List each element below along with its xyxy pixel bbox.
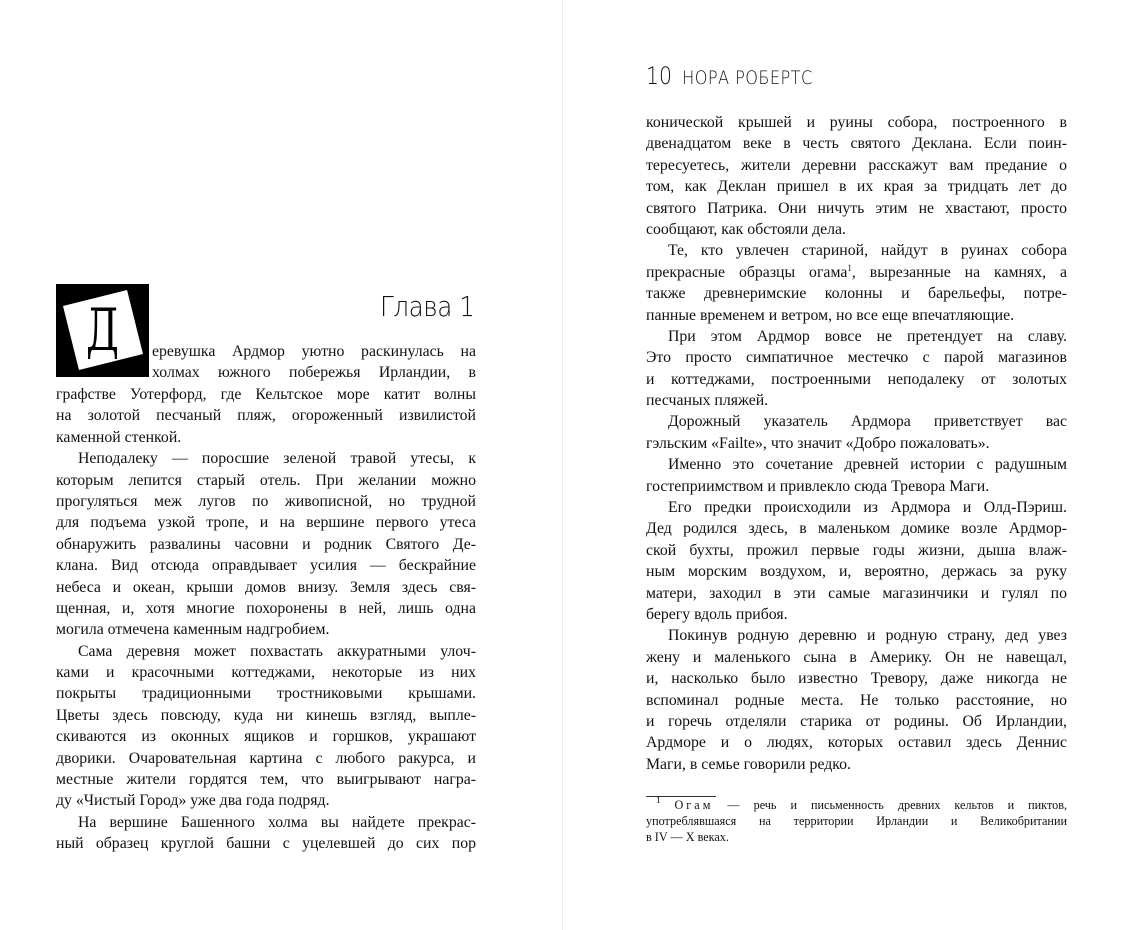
text-line: клана. Вид отсюда оправдывает усилия — бескрайние <box>56 557 476 575</box>
text-line: тересуетесь, жители деревни расскажут вам предание о <box>646 156 1067 174</box>
left-body-text <box>56 384 476 855</box>
text-line: берегу вдоль прибоя. <box>646 605 788 623</box>
text-line: Ардморе и о людях, которых оставил здесь Деннис <box>646 734 1067 752</box>
text-line: могила отмечена каменным надгробием. <box>56 621 330 639</box>
running-head <box>646 62 813 90</box>
drop-cap <box>56 284 149 377</box>
drop-cap-letter: Д <box>85 296 120 364</box>
text-line: Дед родился здесь, в маленьком домике возле Ардмор- <box>646 520 1067 538</box>
footnote-term: Огам <box>674 798 714 812</box>
text-line: обнаружить развалины часовни и родник Святого Де- <box>56 535 476 553</box>
left-page <box>0 0 562 930</box>
text-line <box>646 262 1067 283</box>
text-line: вспоминал родные места. Не только расстояние, но <box>646 691 1067 709</box>
text-line: и, насколько было известно Тревору, даже никогда не <box>646 670 1067 688</box>
text-line: том, как Деклан пришел в их края за тридцать лет до <box>646 178 1067 196</box>
text-line: святого Патрика. Они ничуть этим не хвастают, просто <box>646 199 1067 217</box>
footnote-number: 1 <box>656 795 661 805</box>
text-line: матери, заходил в эти самые магазинчики и гулял по <box>646 584 1067 602</box>
right-body-text <box>646 112 1067 775</box>
text-line: холмах южного побережья Ирландии, в <box>152 364 476 382</box>
text-line: конической крышей и руины собора, построенного в <box>646 114 1067 131</box>
text-line: Покинув родную деревню и родную страну, дед увез <box>668 627 1067 645</box>
text-line: также древнеримские колонны и барельефы, потре- <box>646 285 1067 303</box>
text-line: щенная, и, хотя многие похоронены в ней, лишь одна <box>56 599 476 617</box>
author-name: НОРА РОБЕРТС <box>682 67 813 89</box>
text-line: Именно это сочетание древней истории с радушным <box>668 456 1067 474</box>
text-line: гэльским «Failte», что значит «Добро пожаловать». <box>646 434 990 452</box>
text-line: Те, кто увлечен стариной, найдут в руинах собора <box>668 242 1067 260</box>
text-line: и коттеджами, построенными неподалеку от золотых <box>646 370 1067 388</box>
text-line: панные временем и ветром, но все еще впечатляющие. <box>646 306 1015 324</box>
text-line: покрыты традиционными тростниковыми крышами. <box>56 685 476 703</box>
text-line: ской бухты, прожил первые годы жизни, дыша влаж- <box>646 541 1067 559</box>
footnote <box>646 797 1067 845</box>
text-line: Маги, в семье говорили редко. <box>646 755 852 773</box>
text-line: дворики. Очаровательная картина с любого ракурса, и <box>56 749 476 767</box>
text-line: Его предки происходили из Ардмора и Олд-Пэриш. <box>668 499 1067 517</box>
text-line: на золотой песчаный пляж, огороженный извилистой <box>56 407 476 425</box>
text-line: еревушка Ардмор уютно раскинулась на <box>152 343 476 360</box>
paragraph-opening <box>152 341 476 384</box>
text-line: двенадцатом веке в честь святого Деклана. Если поин- <box>646 135 1067 153</box>
text-line: На вершине Башенного холма вы найдете прекрас- <box>78 813 476 831</box>
footnote-definition: — речь и письменность древних кельтов и пиктов, <box>713 798 1068 812</box>
chapter-title: Глава 1 <box>380 290 475 323</box>
text-line: Сама деревня может похвастать аккуратными улоч- <box>78 642 476 660</box>
text-line: и горечь отделяли старика от родины. Об Ирландии, <box>646 712 1067 730</box>
text-line: небеса и океан, крыши домов внизу. Земля здесь свя- <box>56 578 476 596</box>
text-line: Цветы здесь повсюду, куда ни кинешь взгляд, выпле- <box>56 706 476 724</box>
text-line: песчаных пляжей. <box>646 392 769 410</box>
footnote-line: употреблявшаяся на территории Ирландии и Великобритании <box>646 814 1067 828</box>
text-line: ный образец круглой башни с уцелевшей до сих пор <box>56 835 476 853</box>
text-line: скиваются из оконных ящиков и горшков, украшают <box>56 728 476 746</box>
right-page <box>563 0 1125 930</box>
text-line: прогуляться меж лугов по живописной, но трудной <box>56 492 476 510</box>
text-line: ками и красочными коттеджами, некоторые из них <box>56 664 476 682</box>
footnote-line <box>646 797 1067 813</box>
footnote-line: в IV — X веках. <box>646 830 729 844</box>
text-line: ным морским воздухом, и, вероятно, держась за руку <box>646 563 1067 581</box>
text-line: местные жители гордятся тем, что выигрывают награ- <box>56 771 476 789</box>
text-line: Неподалеку — поросшие зеленой травой утесы, к <box>78 450 476 468</box>
text-line: гостеприимством и привлекло сюда Тревора Маги. <box>646 477 990 495</box>
text-line: Это просто симпатичное местечко с парой магазинов <box>646 349 1067 367</box>
text-line: ду «Чистый Город» уже два года подряд. <box>56 792 330 810</box>
text-line: При этом Ардмор вовсе не претендует на славу. <box>668 327 1067 345</box>
text-line: графстве Уотерфорд, где Кельтское море катит волны <box>56 386 476 403</box>
text-fragment: прекрасные образцы огама <box>646 263 848 281</box>
text-fragment: , вырезанные на камнях, а <box>851 263 1067 281</box>
footnote-marker: 1 <box>847 262 852 273</box>
text-line: каменной стенкой. <box>56 428 182 446</box>
text-line: для подъема узкой тропе, и на вершине первого утеса <box>56 514 476 532</box>
text-line: которым лепится старый отель. При желании можно <box>56 471 476 489</box>
page-number: 10 <box>646 62 672 90</box>
text-line: Дорожный указатель Ардмора приветствует вас <box>668 413 1067 431</box>
text-line: жену и маленького сына в Америку. Он не навещал, <box>646 648 1067 666</box>
text-line: сообщают, как обстояли дела. <box>646 220 846 238</box>
